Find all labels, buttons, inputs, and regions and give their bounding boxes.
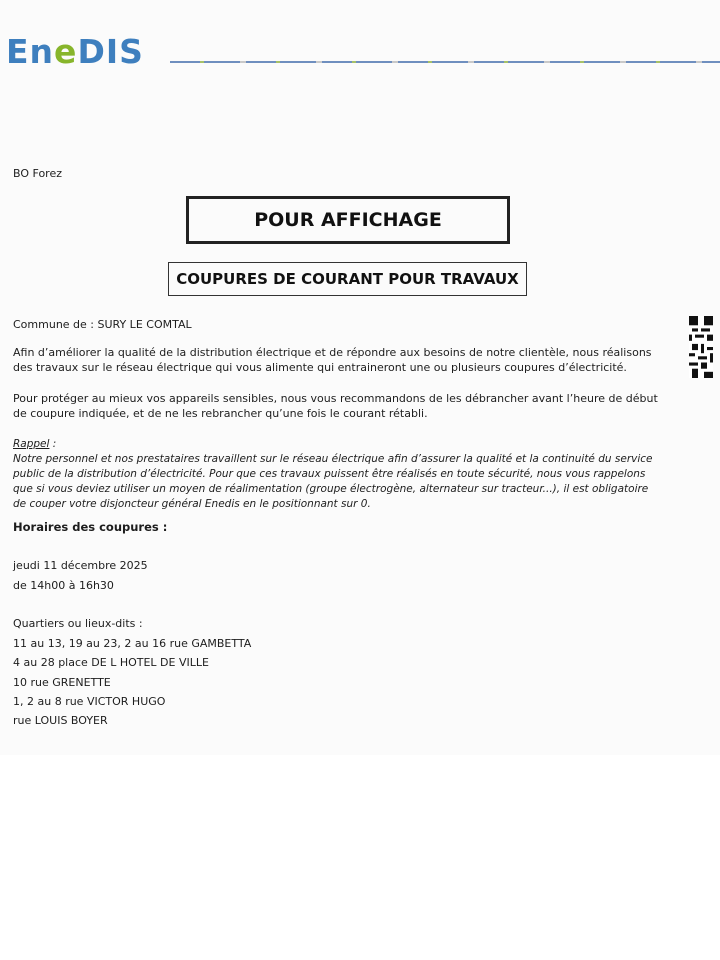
- outage-time: de 14h00 à 16h30: [13, 579, 114, 592]
- enedis-logo: [6, 34, 144, 70]
- commune-line: Commune de : SURY LE COMTAL: [13, 318, 192, 331]
- rappel-text: Notre personnel et nos prestataires travaillent sur le réseau électrique afin d’assurer la qualité et la continuité du service public de la distribution d’électricité. Pour que ces travaux puissent être réalisés en toute sécurité, nous vous rappelons que si vous deviez utiliser un moyen de réalimentation (groupe électrogène, alternateur sur tracteur...), il est obligatoire de couper votre disjoncteur général Enedis en le positionnant sur 0.: [13, 453, 653, 510]
- locations-heading: Quartiers ou lieux-dits :: [13, 617, 143, 630]
- page-subtitle: COUPURES DE COURANT POUR TRAVAUX: [176, 270, 519, 288]
- advice-paragraph: Pour protéger au mieux vos appareils sensibles, nous vous recommandons de les débrancher avant l’heure de début de coupure indiquée, et de ne les rebrancher qu’une fois le courant rétabli.: [13, 392, 658, 420]
- barcode-icon: [689, 316, 713, 378]
- page-title: POUR AFFICHAGE: [254, 209, 442, 231]
- rappel-label: Rappel: [13, 438, 50, 450]
- location-item: 4 au 28 place DE L HOTEL DE VILLE: [13, 656, 209, 669]
- header-divider: [170, 61, 720, 63]
- location-item: 11 au 13, 19 au 23, 2 au 16 rue GAMBETTA: [13, 637, 252, 650]
- logo-part-2: e: [54, 32, 78, 71]
- outage-date: jeudi 11 décembre 2025: [13, 559, 148, 572]
- title-box: [186, 196, 510, 244]
- logo-part-3: DIS: [77, 32, 144, 71]
- location-item: rue LOUIS BOYER: [13, 714, 108, 727]
- logo-part-1: En: [6, 32, 55, 71]
- sender-label: BO Forez: [13, 167, 62, 180]
- rappel-block: [13, 437, 653, 512]
- schedule-heading: Horaires des coupures :: [13, 520, 168, 534]
- rappel-label-suffix: :: [49, 438, 57, 450]
- subtitle-box: [168, 262, 527, 296]
- location-item: 10 rue GRENETTE: [13, 676, 111, 689]
- location-item: 1, 2 au 8 rue VICTOR HUGO: [13, 695, 166, 708]
- intro-paragraph: Afin d’améliorer la qualité de la distribution électrique et de répondre aux besoins de notre clientèle, nous réalisons des travaux sur le réseau électrique qui vous alimente qui entraineront une ou plusieurs coupures d’électricité.: [13, 346, 652, 374]
